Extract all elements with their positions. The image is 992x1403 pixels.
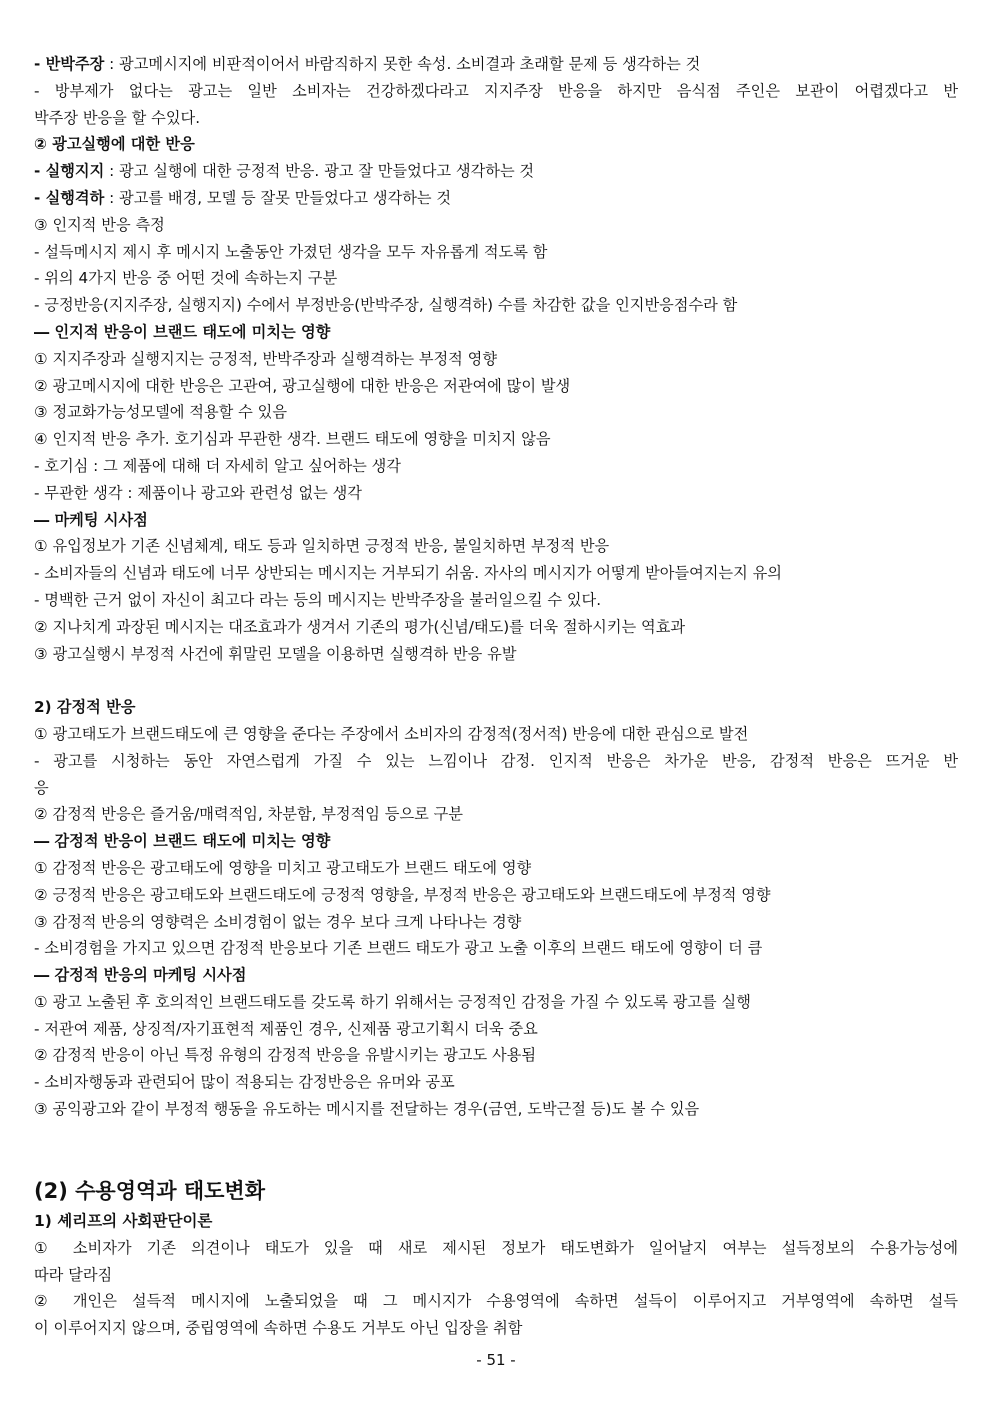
text-line xyxy=(34,1315,958,1342)
bold-text: - 실행지지 xyxy=(34,162,105,181)
text-span: - 긍정반응(지지주장, 실행지지) 수에서 부정반응(반박주장, 실행격하) 수를 차감한 값을 인지반응점수라 함 xyxy=(34,296,738,315)
text-line xyxy=(34,882,958,909)
text-line xyxy=(34,801,958,828)
text-line xyxy=(34,560,958,587)
text-line xyxy=(34,239,958,266)
text-line xyxy=(34,828,958,855)
text-line xyxy=(34,292,958,319)
text-line xyxy=(34,1096,958,1123)
text-span: - 소비자행동과 관련되어 많이 적용되는 감정반응은 유머와 공포 xyxy=(34,1073,455,1092)
document-body xyxy=(34,51,958,1342)
text-span: ① 유입정보가 기존 신념체계, 태도 등과 일치하면 긍정적 반응, 불일치하면 부정적 반응 xyxy=(34,537,610,556)
text-span: ① 소비자가 기존 의견이나 태도가 있을 때 새로 제시된 정보가 태도변화가 일어날지 여부는 설득정보의 수용가능성에 xyxy=(34,1238,958,1257)
text-line xyxy=(34,1288,958,1315)
text-span: - 명백한 근거 없이 자신이 최고다 라는 등의 메시지는 반박주장을 불러일으킬 수 있다. xyxy=(34,590,602,609)
text-line xyxy=(34,909,958,936)
text-span: 1) 셰리프의 사회판단이론 xyxy=(34,1211,213,1230)
bold-text: - 반박주장 xyxy=(34,55,105,73)
text-span: ② 광고메시지에 대한 반응은 고관여, 광고실행에 대한 반응은 저관여에 많이 발생 xyxy=(34,376,571,395)
text-span: ① 지지주장과 실행지지는 긍정적, 반박주장과 실행격하는 부정적 영향 xyxy=(34,349,498,368)
text-span: ② 긍정적 반응은 광고태도와 브랜드태도에 긍정적 영향을, 부정적 반응은 광고태도와 브랜드태도에 부정적 영향 xyxy=(34,885,771,904)
page-number: - 51 - xyxy=(476,1351,516,1369)
text-line xyxy=(34,185,958,212)
paragraph-spacer xyxy=(34,667,958,694)
text-line xyxy=(34,855,958,882)
text-line xyxy=(34,346,958,373)
text-line xyxy=(34,1262,958,1289)
text-line xyxy=(34,480,958,507)
text-line xyxy=(34,694,958,721)
bold-text: ― 마케팅 시사점 xyxy=(34,510,148,529)
text-line xyxy=(34,51,958,78)
text-span: ③ 공익광고와 같이 부정적 행동을 유도하는 메시지를 전달하는 경우(금연, 도박근절 등)도 볼 수 있음 xyxy=(34,1100,700,1119)
text-span: ② 개인은 설득적 메시지에 노출되었을 때 그 메시지가 수용영역에 속하면 설득이 이루어지고 거부영역에 속하면 설득 xyxy=(34,1292,958,1311)
text-line xyxy=(34,1069,958,1096)
text-line xyxy=(34,641,958,668)
text-span: 이 이루어지지 않으며, 중립영역에 속하면 수용도 거부도 아닌 입장을 취함 xyxy=(34,1319,523,1338)
text-span: : 광고를 배경, 모델 등 잘못 만들었다고 생각하는 것 xyxy=(104,188,452,207)
bold-text: ― 인지적 반응이 브랜드 태도에 미치는 영향 xyxy=(34,322,331,341)
text-span: : 광고메시지에 비판적이어서 바람직하지 못한 속성. 소비결과 초래할 문제 등 생각하는 것 xyxy=(104,55,701,73)
bold-text: 2) 감정적 반응 xyxy=(34,698,136,717)
text-span: - 소비자들의 신념과 태도에 너무 상반되는 메시지는 거부되기 쉬움. 자사의 메시지가 어떻게 받아들여지는지 유의 xyxy=(34,564,782,583)
text-span: ④ 인지적 반응 추가. 호기심과 무관한 생각. 브랜드 태도에 영향을 미치지 않음 xyxy=(34,430,551,449)
text-line xyxy=(34,962,958,989)
text-line xyxy=(34,399,958,426)
text-line xyxy=(34,158,958,185)
text-line xyxy=(34,614,958,641)
text-line xyxy=(34,212,958,239)
text-line xyxy=(34,265,958,292)
text-span: ③ 광고실행시 부정적 사건에 휘말린 모델을 이용하면 실행격하 반응 유발 xyxy=(34,644,517,663)
text-line xyxy=(34,131,958,158)
text-line xyxy=(34,989,958,1016)
text-span: ① 광고 노출된 후 호의적인 브랜드태도를 갖도록 하기 위해서는 긍정적인 감정을 가질 수 있도록 광고를 실행 xyxy=(34,992,751,1011)
text-span: ① 감정적 반응은 광고태도에 영향을 미치고 광고태도가 브랜드 태도에 영향 xyxy=(34,858,532,877)
subsection-heading xyxy=(34,1207,958,1235)
text-line xyxy=(34,426,958,453)
text-span: - 방부제가 없다는 광고는 일반 소비자는 건강하겠다라고 지지주장 반응을 하지만 음식점 주인은 보관이 어렵겠다고 반 xyxy=(34,81,958,100)
text-span: ① 광고태도가 브랜드태도에 큰 영향을 준다는 주장에서 소비자의 감정적(정서적) 반응에 대한 관심으로 발전 xyxy=(34,724,749,743)
bold-text: - 실행격하 xyxy=(34,188,105,207)
text-line xyxy=(34,507,958,534)
text-span: - 소비경험을 가지고 있으면 감정적 반응보다 기존 브랜드 태도가 광고 노출 이후의 브랜드 태도에 영향이 더 큼 xyxy=(34,939,763,958)
text-span: ③ 정교화가능성모델에 적용할 수 있음 xyxy=(34,403,287,422)
bold-text: ― 감정적 반응의 마케팅 시사점 xyxy=(34,966,247,985)
text-span: ② 지나치게 과장된 메시지는 대조효과가 생겨서 기존의 평가(신념/태도)를 더욱 절하시키는 역효과 xyxy=(34,617,686,636)
text-line xyxy=(34,1042,958,1069)
text-span: ③ 인지적 반응 측정 xyxy=(34,215,165,234)
text-span: - 광고를 시청하는 동안 자연스럽게 가질 수 있는 느낌이나 감정. 인지적 반응은 차가운 반응, 감정적 반응은 뜨거운 반 xyxy=(34,751,958,770)
text-span: - 저관여 제품, 상징적/자기표현적 제품인 경우, 신제품 광고기획시 더욱 중요 xyxy=(34,1019,538,1038)
text-line xyxy=(34,748,958,775)
text-span: (2) 수용영역과 태도변화 xyxy=(34,1178,266,1203)
text-line xyxy=(34,78,958,105)
text-span: : 광고 실행에 대한 긍정적 반응. 광고 잘 만들었다고 생각하는 것 xyxy=(104,162,535,181)
text-line xyxy=(34,1235,958,1262)
section-heading xyxy=(34,1175,958,1207)
text-line xyxy=(34,319,958,346)
text-span: ② 감정적 반응은 즐거움/매력적임, 차분함, 부정적임 등으로 구분 xyxy=(34,805,463,824)
text-line xyxy=(34,587,958,614)
text-line xyxy=(34,775,958,802)
bold-text: ② 광고실행에 대한 반응 xyxy=(34,135,195,154)
text-line xyxy=(34,105,958,132)
text-line xyxy=(34,373,958,400)
text-line xyxy=(34,721,958,748)
text-span: 박주장 반응을 할 수있다. xyxy=(34,108,201,127)
text-span: - 설득메시지 제시 후 메시지 노출동안 가졌던 생각을 모두 자유롭게 적도록 함 xyxy=(34,242,548,261)
text-span: ② 감정적 반응이 아닌 특정 유형의 감정적 반응을 유발시키는 광고도 사용됨 xyxy=(34,1046,537,1065)
text-line xyxy=(34,935,958,962)
text-line xyxy=(34,533,958,560)
text-span: 응 xyxy=(34,778,49,797)
text-span: - 호기심 : 그 제품에 대해 더 자세히 알고 싶어하는 생각 xyxy=(34,456,401,475)
text-span: - 무관한 생각 : 제품이나 광고와 관련성 없는 생각 xyxy=(34,483,362,502)
text-span: 따라 달라짐 xyxy=(34,1265,113,1284)
text-line xyxy=(34,1016,958,1043)
bold-text: ― 감정적 반응이 브랜드 태도에 미치는 영향 xyxy=(34,832,331,851)
text-line xyxy=(34,453,958,480)
section-spacer xyxy=(34,1123,958,1173)
text-span: ③ 감정적 반응의 영향력은 소비경험이 없는 경우 보다 크게 나타나는 경향 xyxy=(34,912,522,931)
text-span: - 위의 4가지 반응 중 어떤 것에 속하는지 구분 xyxy=(34,269,338,288)
